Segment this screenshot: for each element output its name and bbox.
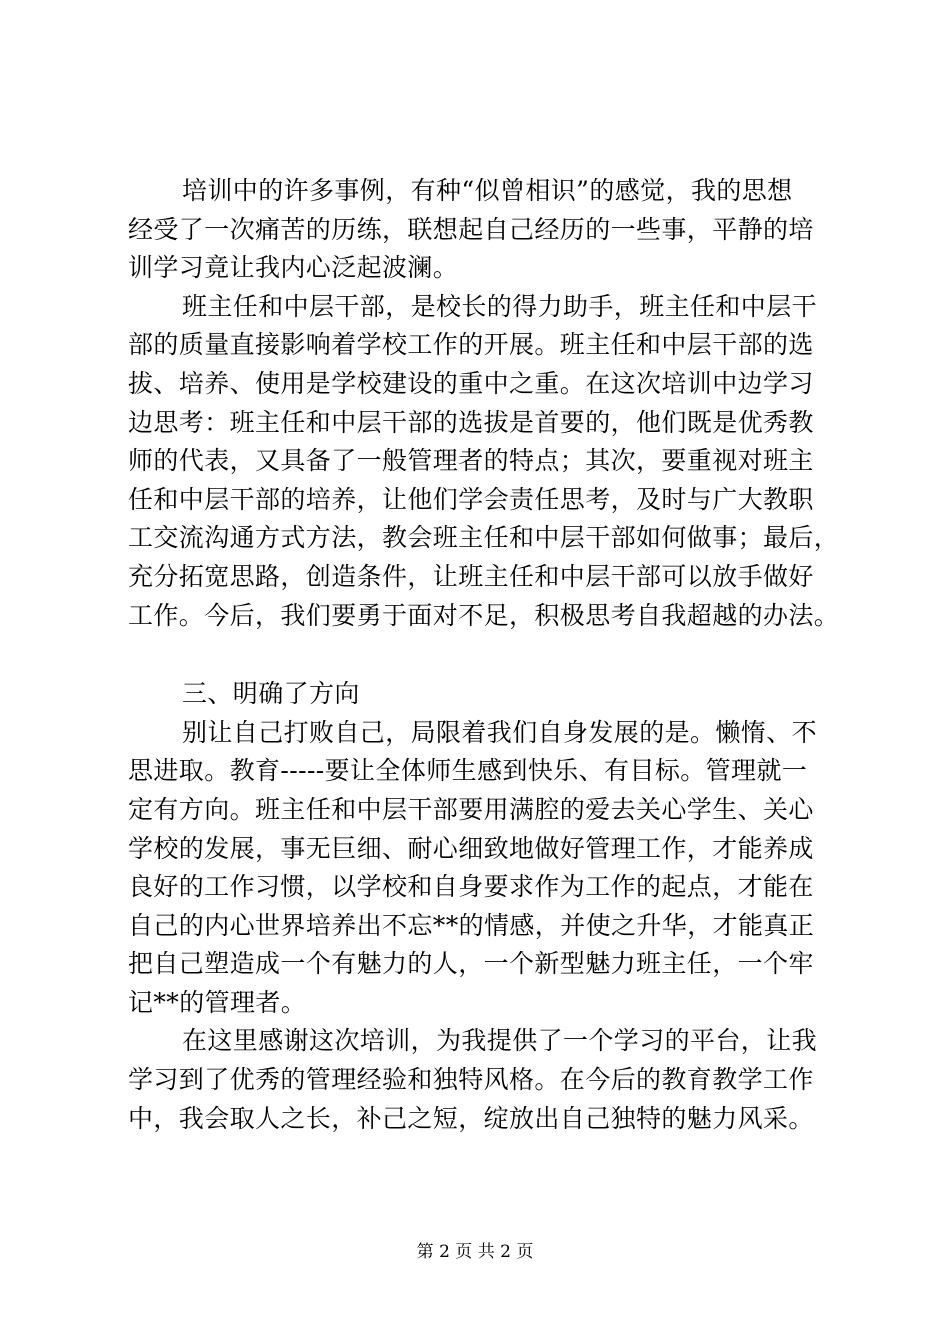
text-line: 工交流沟通方式方法，教会班主任和中层干部如何做事；最后，	[128, 523, 840, 553]
text-line: 工作。今后，我们要勇于面对不足，积极思考自我超越的办法。	[128, 600, 840, 630]
text-line: 良好的工作习惯，以学校和自身要求作为工作的起点，才能在	[128, 872, 814, 902]
text-line: 训学习竟让我内心泛起波澜。	[128, 253, 459, 283]
document-body	[128, 172, 844, 1138]
page-number-footer: 第 2 页 共 2 页	[416, 1242, 534, 1262]
text-line: 师的代表，又具备了一般管理者的特点；其次，要重视对班主	[128, 446, 814, 476]
text-line: 班主任和中层干部，是校长的得力助手，班主任和中层干	[182, 291, 818, 321]
paragraph-2	[128, 288, 844, 635]
text-line: 中，我会取人之长，补己之短，绽放出自己独特的魅力风采。	[128, 1103, 814, 1133]
text-line: 思进取。教育-----要让全体师生感到快乐、有目标。管理就一	[128, 756, 808, 786]
text-line: 拔、培养、使用是学校建设的重中之重。在这次培训中边学习	[128, 368, 814, 398]
text-line: 任和中层干部的培养，让他们学会责任思考，及时与广大教职	[128, 484, 814, 514]
paragraph-gap	[128, 635, 844, 675]
text-line: 自己的内心世界培养出不忘**的情感，并使之升华，才能真正	[128, 910, 815, 940]
text-line: 边思考：班主任和中层干部的选拔是首要的，他们既是优秀教	[128, 407, 814, 437]
text-line: 别让自己打败自己，局限着我们自身发展的是。懒惰、不	[182, 717, 818, 747]
text-line: 定有方向。班主任和中层干部要用满腔的爱去关心学生、关心	[128, 794, 814, 824]
text-line: 充分拓宽思路，创造条件，让班主任和中层干部可以放手做好	[128, 561, 814, 591]
text-line: 经受了一次痛苦的历练，联想起自己经历的一些事，平静的培	[128, 214, 814, 244]
paragraph-3	[128, 714, 844, 1023]
text-line: 把自己塑造成一个有魅力的人，一个新型魅力班主任，一个牢	[128, 949, 814, 979]
text-line: 部的质量直接影响着学校工作的开展。班主任和中层干部的选	[128, 330, 814, 360]
text-line: 记**的管理者。	[128, 987, 307, 1017]
text-line: 学习到了优秀的管理经验和独特风格。在今后的教育教学工作	[128, 1065, 814, 1095]
paragraph-1	[128, 172, 844, 288]
paragraph-4	[128, 1022, 844, 1138]
text-line: 培训中的许多事例，有种“似曾相识”的感觉，我的思想	[182, 176, 793, 205]
text-line: 学校的发展，事无巨细、耐心细致地做好管理工作，才能养成	[128, 833, 814, 863]
text-line: 在这里感谢这次培训，为我提供了一个学习的平台，让我	[182, 1026, 818, 1056]
section-heading: 三、明确了方向	[182, 679, 360, 709]
